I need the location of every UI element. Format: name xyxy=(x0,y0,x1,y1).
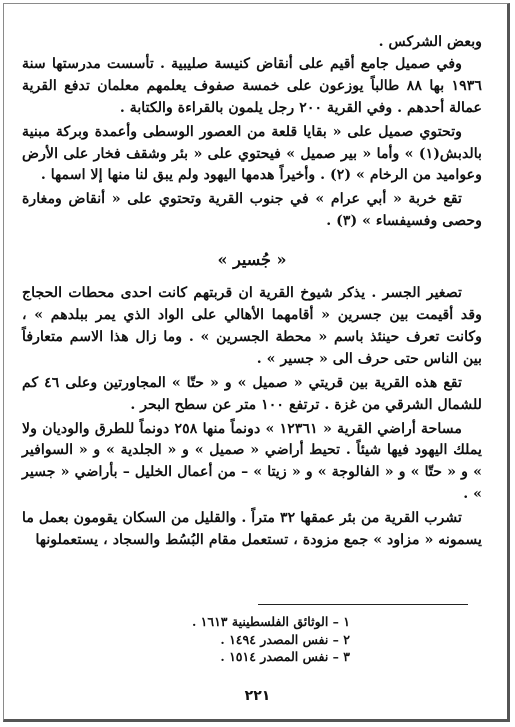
footnote-divider xyxy=(258,604,468,605)
paragraph: تقع هذه القرية بين قريتي « صميل » و « حتّا » المجاورتين وعلى ٤٦ كم للشمال الشرقي من غزة . ترتفع ١٠٠ متر عن سطح البحر . xyxy=(22,374,482,413)
paragraph: وبعض الشركس . xyxy=(378,34,482,50)
footnotes xyxy=(28,604,468,666)
paragraph: وفي صميل جامع أقيم على أنقاض كنيسة صليبية . تأسست مدرستها سنة ١٩٣٦ بها ٨٨ طالباً يوزعون على خمسة صفوف يعلمهم معلمان تدفع القرية عمالة أحدهم . وفي القرية ٢٠٠ رجل يلمون بالقراءة والكتابة . xyxy=(22,55,482,116)
page-number: ٢٢١ xyxy=(244,688,271,704)
paragraph: تصغير الجسر . يذكر شيوخ القرية ان قربتهم كانت احدى محطات الحجاج وقد أقيمت بين جسرين « أقامهما الأهالي على الواد الذي يمر ببلدهم » ، وكانت تعرف حينئذ باسم « محطة الجسرين » . وما زال هذا الاسم متعارفاً بين الناس حتى حرف الى « جسير » . xyxy=(22,285,482,367)
footnote: ٣ – نفس المصدر ١٥١٤ . xyxy=(220,649,350,664)
paragraph: تقع خربة « أبي عرام » في جنوب القرية وتحتوي على « أنقاض ومغارة وحصى وفسيفساء » (٣) . xyxy=(22,191,482,230)
section-heading: « جُسير » xyxy=(217,250,287,270)
paragraph: تشرب القرية من بئر عمقها ٣٢ متراً . والقليل من السكان يقومون بعمل ما يسمونه « مزاود » جمع مزودة ، تستعمل مقام البُسُط والسجاد ، يستعملونها xyxy=(22,510,482,549)
paragraph: وتحتوي صميل على « بقايا قلعة من العصور الوسطى وأعمدة وبركة مبنية بالدبش(١) » وأما « بير صميل » فيحتوي على « بئر وشقف فخار على الأرض وعواميد من الرخام » (٢) . وأخيراً هدمها اليهود ولم يبق لنا منها إلا اسمها . xyxy=(22,123,482,184)
footnote: ٢ – نفس المصدر ١٤٩٤ . xyxy=(220,631,350,647)
footnote: ١ – الوثائق الفلسطينية ١٦١٣ . xyxy=(191,614,350,629)
paragraph: مساحة أراضي القرية « ١٢٣٦١ » دونماً منها ٢٥٨ دونماً للطرق والوديان ولا يملك اليهود فيها شيئاً . تحيط أراضي « صميل » و « الجلدية » و « السوافير » و « حتّا » و « الفالوجة » و « زيتا » – من أعمال الخليل – بأراضي « جسير » . xyxy=(22,420,482,503)
page-body xyxy=(22,32,482,552)
